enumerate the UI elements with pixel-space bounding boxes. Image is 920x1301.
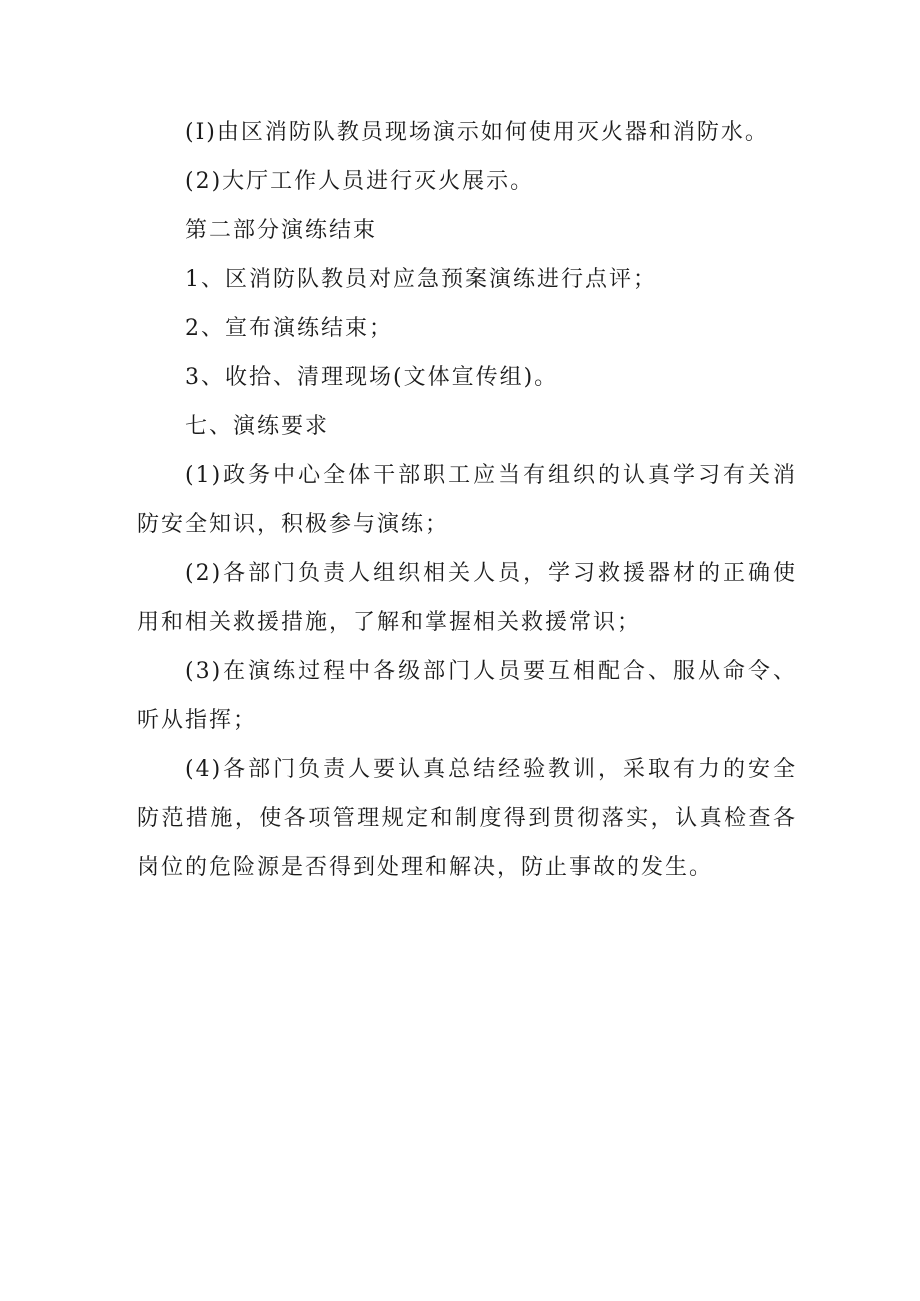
section-heading-part-two: 第二部分演练结束 bbox=[185, 218, 378, 243]
paragraph-item-3: 3、收拾、清理现场(文体宣传组)。 bbox=[185, 365, 559, 390]
paragraph-requirement-3: (3)在演练过程中各级部门人员要互相配合、服从命令、听从指挥； bbox=[137, 659, 797, 733]
paragraph-fire-extinguisher-demo: (I)由区消防队教员现场演示如何使用灭火器和消防水。 bbox=[185, 120, 769, 145]
paragraph-item-2: 2、宣布演练结束； bbox=[185, 316, 393, 341]
paragraph-requirement-1: (1)政务中心全体干部职工应当有组织的认真学习有关消防安全知识，积极参与演练； bbox=[137, 463, 797, 537]
paragraph-requirement-4: (4)各部门负责人要认真总结经验教训，采取有力的安全防范措施，使各项管理规定和制度得到贯彻落实，认真检查各岗位的危险源是否得到处理和解决，防止事故的发生。 bbox=[137, 757, 797, 880]
paragraph-item-1: 1、区消防队教员对应急预案演练进行点评； bbox=[185, 267, 657, 292]
paragraph-hall-staff-demo: (2)大厅工作人员进行灭火展示。 bbox=[185, 169, 535, 194]
document-body bbox=[137, 108, 797, 892]
paragraph-requirement-2: (2)各部门负责人组织相关人员，学习救援器材的正确使用和相关救援措施，了解和掌握相关救援常识； bbox=[137, 561, 797, 635]
section-heading-requirements: 七、演练要求 bbox=[185, 414, 330, 439]
